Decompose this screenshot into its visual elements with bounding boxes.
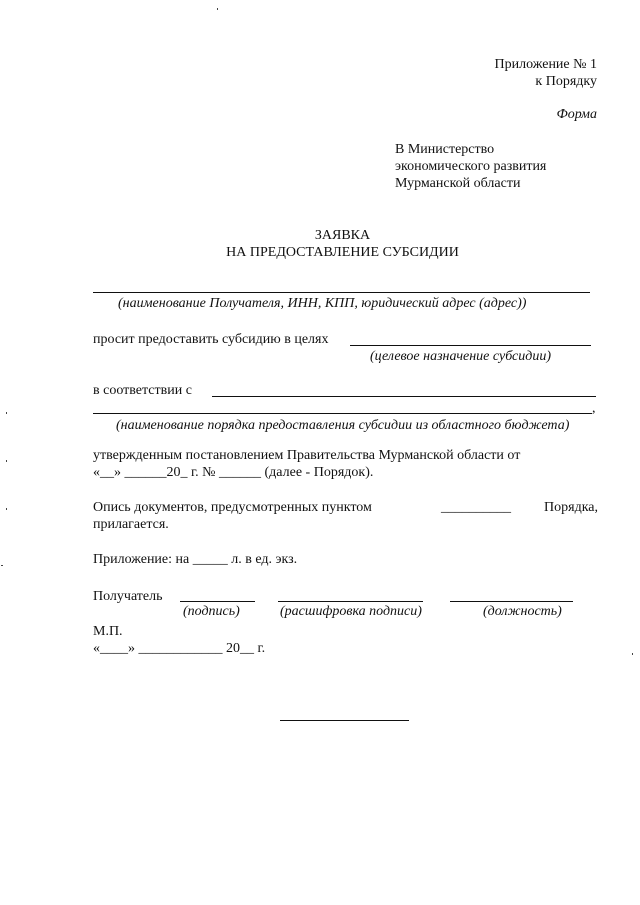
recipient-hint: (наименование Получателя, ИНН, КПП, юридический адрес (адрес)) (118, 296, 527, 311)
scan-speck (632, 653, 633, 655)
addressee-line-1: В Министерство (395, 142, 495, 157)
appendix-number: Приложение № 1 (494, 57, 597, 72)
appendix-to-order: к Порядку (535, 74, 597, 89)
addressee-line-2: экономического развития (395, 159, 547, 174)
inventory-order-word: Порядка, (544, 500, 598, 515)
scan-speck (1, 565, 3, 566)
addressee-line-3: Мурманской области (395, 176, 521, 191)
document-subtitle: НА ПРЕДОСТАВЛЕНИЕ СУБСИДИИ (226, 245, 459, 260)
procedure-line-1[interactable] (212, 396, 596, 397)
recipient-label: Получатель (93, 589, 163, 604)
scan-speck (6, 412, 7, 414)
procedure-line-2[interactable] (93, 413, 592, 414)
position-line[interactable] (450, 601, 573, 602)
scan-speck (6, 508, 7, 510)
procedure-hint: (наименование порядка предоставления субсидии из областного бюджета) (116, 418, 570, 433)
recipient-name-line[interactable] (93, 292, 590, 293)
signature-date[interactable]: «____» ____________ 20__ г. (93, 641, 266, 656)
document-title: ЗАЯВКА (314, 228, 371, 243)
footer-separator (280, 720, 409, 721)
approved-line-2: «__» ______20_ г. № ______ (далее - Порядок). (93, 465, 374, 480)
procedure-comma: , (592, 401, 596, 416)
inventory-clause-blank[interactable]: __________ (441, 500, 511, 515)
signature-decode-hint: (расшифровка подписи) (280, 604, 422, 619)
stamp-placeholder: М.П. (93, 624, 123, 639)
approved-line-1: утвержденным постановлением Правительства Мурманской области от (93, 448, 521, 463)
signature-hint: (подпись) (183, 604, 240, 619)
purpose-line[interactable] (350, 345, 591, 346)
position-hint: (должность) (483, 604, 562, 619)
signature-line[interactable] (180, 601, 255, 602)
accordance-text: в соответствии с (93, 383, 192, 398)
scan-speck (6, 460, 7, 462)
signature-decode-line[interactable] (278, 601, 423, 602)
purpose-hint: (целевое назначение субсидии) (370, 349, 552, 364)
attachment-text: Приложение: на _____ л. в ед. экз. (93, 552, 298, 567)
inventory-text: Опись документов, предусмотренных пунктом (93, 500, 372, 515)
inventory-attached: прилагается. (93, 517, 169, 532)
form-label: Форма (556, 107, 597, 122)
scan-speck (217, 8, 218, 10)
request-text: просит предоставить субсидию в целях (93, 332, 329, 347)
